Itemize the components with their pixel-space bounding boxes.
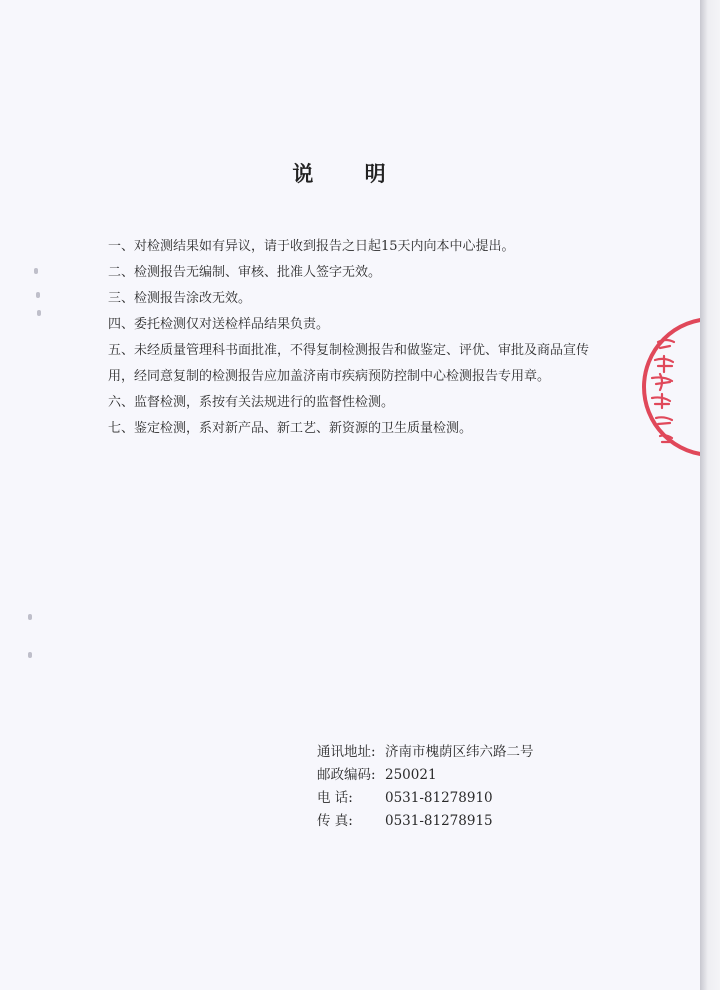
punch-hole-mark [36,292,40,298]
postcode-value: 250021 [385,767,437,783]
note-item: 二、检测报告无编制、审核、批准人签字无效。 [108,265,382,280]
punch-hole-mark [28,614,32,620]
address-value: 济南市槐荫区纬六路二号 [385,744,534,760]
phone-value: 0531-81278910 [385,790,493,806]
contact-block [317,741,534,833]
page-title: 说 明 [292,162,408,186]
seal-stamp-icon [600,312,700,462]
phone-row [317,787,534,810]
address-row [317,741,534,764]
note-item: 用，经同意复制的检测报告应加盖济南市疾病预防控制中心检测报告专用章。 [108,369,551,384]
address-label: 通讯地址: [317,744,376,760]
note-item: 一、对检测结果如有异议，请于收到报告之日起15天内向本中心提出。 [108,239,515,254]
notes-list [108,234,628,442]
note-item: 四、委托检测仅对送检样品结果负责。 [108,317,330,332]
punch-hole-mark [28,652,32,658]
fax-row [317,810,534,833]
punch-hole-mark [34,268,38,274]
note-item: 五、未经质量管理科书面批准，不得复制检测报告和做鉴定、评优、审批及商品宣传 [108,343,590,358]
postcode-label: 邮政编码: [317,767,376,783]
phone-label: 电 话: [317,790,353,806]
note-item: 七、鉴定检测，系对新产品、新工艺、新资源的卫生质量检测。 [108,421,473,436]
postcode-row [317,764,534,787]
note-item: 六、监督检测，系按有关法规进行的监督性检测。 [108,395,395,410]
note-item: 三、检测报告涂改无效。 [108,291,252,306]
page-edge-shadow [700,0,720,990]
fax-label: 传 真: [317,813,353,829]
fax-value: 0531-81278915 [385,813,493,829]
punch-hole-mark [37,310,41,316]
